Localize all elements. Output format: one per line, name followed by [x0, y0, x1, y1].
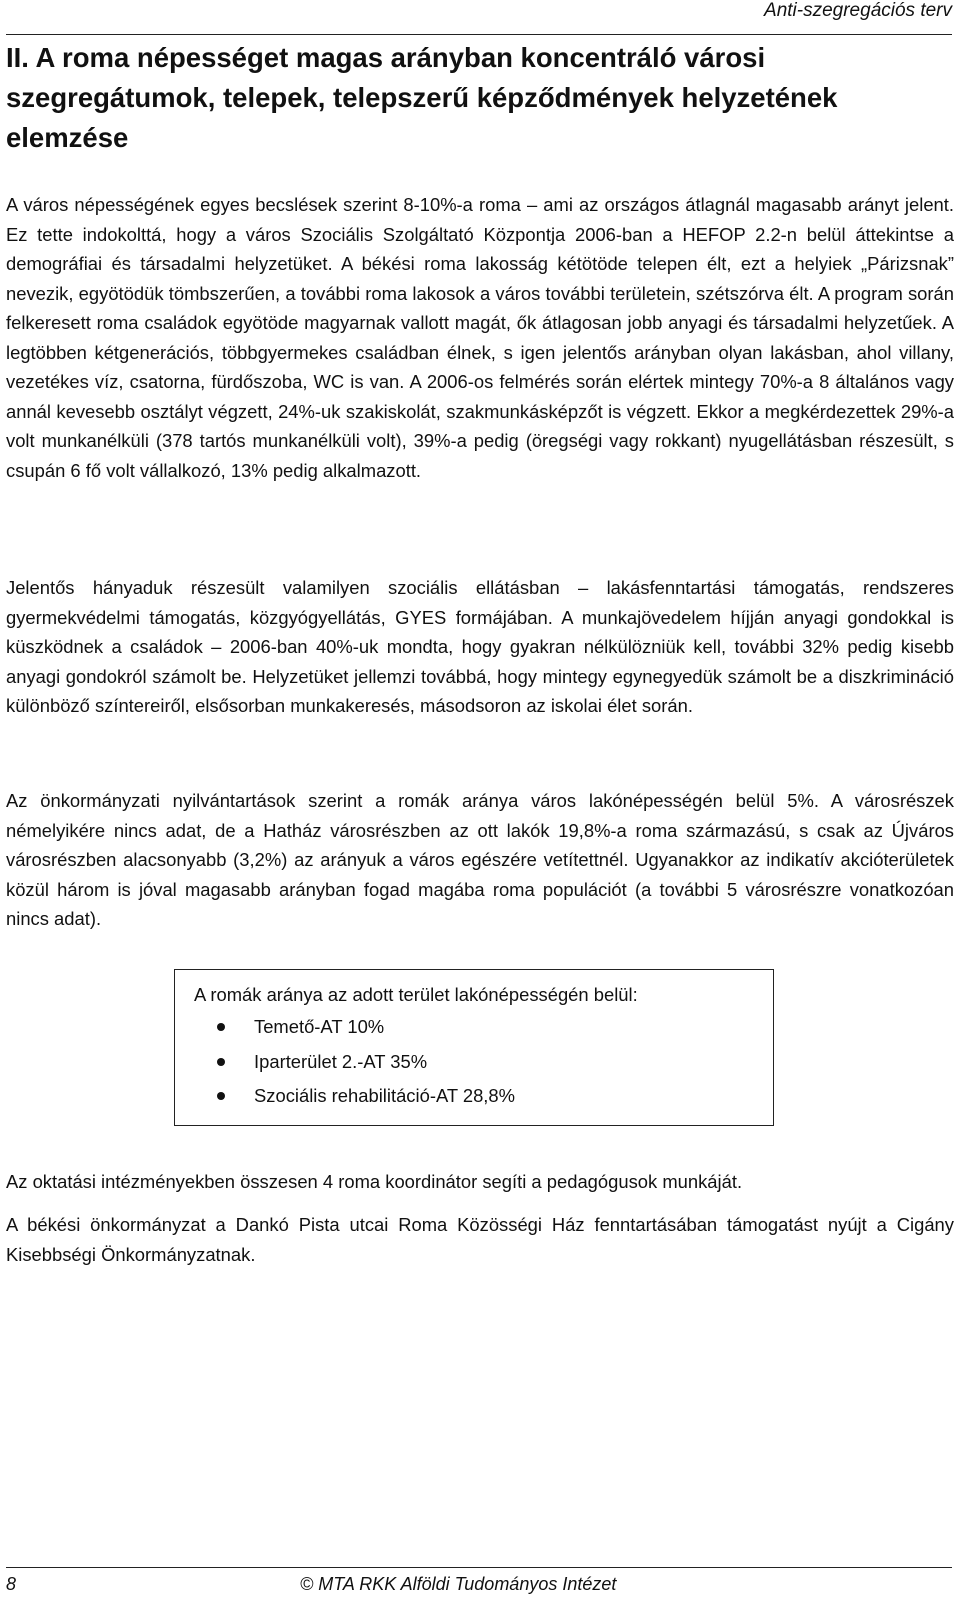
footer-divider [6, 1567, 952, 1568]
list-item-text: Iparterület 2.-AT 35% [254, 1050, 428, 1072]
box-title: A romák aránya az adott terület lakónépességén belül: [194, 984, 638, 1005]
bullet-icon [217, 1023, 225, 1031]
list-item-text: Temető-AT 10% [254, 1016, 385, 1037]
body-paragraph: Jelentős hányaduk részesült valamilyen szociális ellátásban – lakásfenntartási támogatás, rendszeres gyermekvédelmi támogatás, közgyógyellátás, GYES formájában. A munkajövedelem híjján anyagi gondokkal is küszködnek a családok – 2006-ban 40%-uk mondta, hogy gyakran nélkülözniük kell, további 32% pedig kisebb anyagi gondokról számolt be. Helyzetüket jellemzi továbbá, hogy mintegy egynegyedük számolt be a diszkrimináció különböző színtereiről, elsősorban munkakeresés, másodsoron az iskolai élet során. [6, 577, 954, 716]
section-title: II. A roma népességet magas arányban koncentráló városi szegregátumok, telepek, telepszerű képződmények helyzetének elemzése [6, 42, 838, 153]
body-paragraph: A békési önkormányzat a Dankó Pista utcai Roma Közösségi Ház fenntartásában támogatást nyújt a Cigány Kisebbségi Önkormányzatnak. [6, 1214, 954, 1265]
header-divider [6, 34, 952, 35]
bullet-icon [217, 1058, 225, 1066]
body-paragraph: A város népességének egyes becslések szerint 8-10%-a roma – ami az országos átlagnál magasabb arányt jelent. Ez tette indokolttá, hogy a város Szociális Szolgáltató Központja 2006-ban a HEFOP 2.2-n belül áttekintse a demográfiai és társadalmi helyzetüket. A békési roma lakosság kétötöde telepen élt, ezt a helyiek „Párizsnak” nevezik, egyötödük tömbszerűen, a további roma lakosok a város további területein, szétszórva élt. A program során felkeresett roma családok egyötöde magyarnak vallott magát, ők átlagosan jobb anyagi és társadalmi helyzetűek. A legtöbben kétgenerációs, többgyermekes családban élnek, s igen jelentős arányban olyan lakásban, ahol villany, vezetékes víz, csatorna, fürdőszoba, WC is van. A 2006-os felmérés során elértek mintegy 70%-a 8 általános vagy annál kevesebb osztályt végzett, 24%-uk szakiskolát, szakmunkásképzőt is végzett. Ekkor a megkérdezettek 29%-a volt munkanélküli (378 tartós munkanélküli volt), 39%-a pedig (öregségi vagy rokkant) nyugellátásban részesült, s csupán 6 fő volt vállalkozó, 13% pedig alkalmazott. [6, 194, 954, 481]
list-item [175, 1049, 515, 1084]
list-item [175, 1083, 515, 1118]
list-item-text: Szociális rehabilitáció-AT 28,8% [254, 1085, 515, 1106]
list-item [175, 1014, 515, 1049]
roma-share-box [174, 969, 774, 1126]
body-paragraph: Az önkormányzati nyilvántartások szerint a romák aránya város lakónépességén belül 5%. A városrészek némelyikére nincs adat, de a Hatház városrészben az ott lakók 19,8%-a roma származású, s csak az Újváros városrészben alacsonyabb (3,2%) az arányuk a város egészére vetítettnél. Ugyanakkor az indikatív akcióterületek közül három is jóval magasabb arányban fogad magába roma populációt (a további 5 városrészre vonatkozóan nincs adat). [6, 790, 954, 929]
body-paragraph: Az oktatási intézményekben összesen 4 roma koordinátor segíti a pedagógusok munkáját. [6, 1171, 743, 1192]
bullet-icon [217, 1092, 225, 1100]
footer-copyright: © MTA RKK Alföldi Tudományos Intézet [300, 1574, 617, 1594]
box-list [175, 1014, 515, 1118]
running-header: Anti-szegregációs terv [764, 0, 952, 21]
page-number: 8 [6, 1574, 17, 1594]
